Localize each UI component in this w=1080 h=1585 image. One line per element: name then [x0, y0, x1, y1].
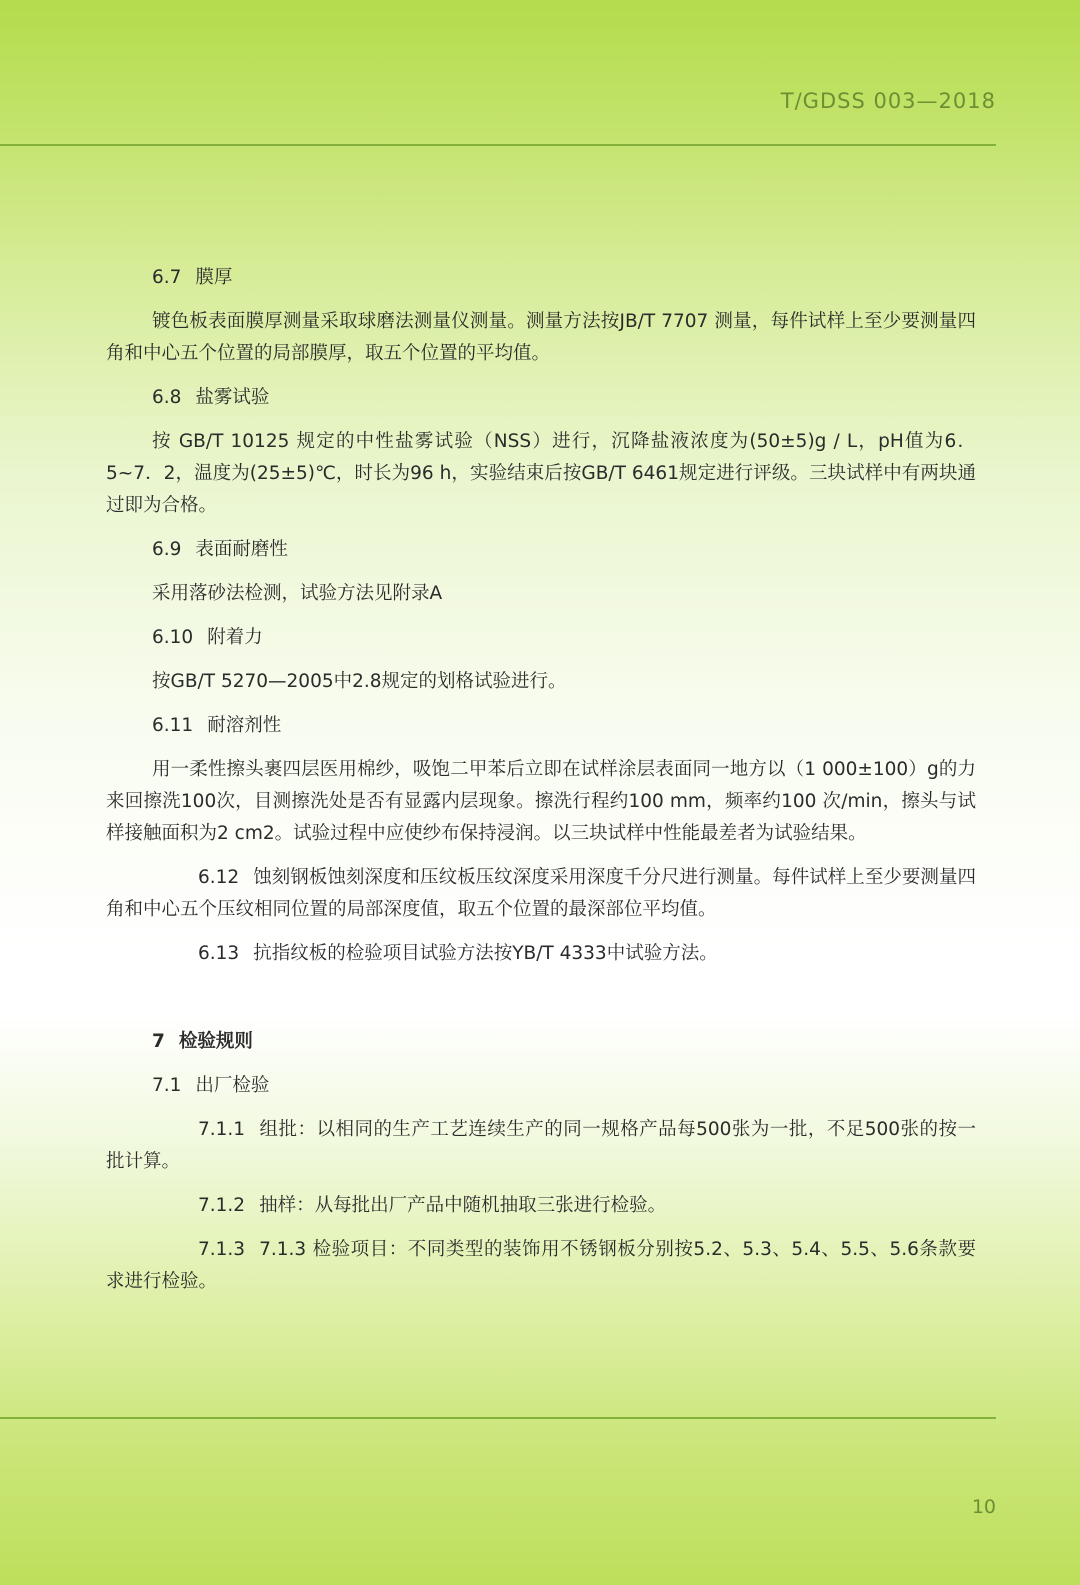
section-body-6-8: 按 GB/T 10125 规定的中性盐雾试验（NSS）进行，沉降盐液浓度为(50±5)g / L，pH值为6．5~7．2，温度为(25±5)℃，时长为96 h，实验结束后按GB/T 6461规定进行评级。三块试样中有两块通过即为合格。: [106, 431, 976, 516]
section-body-6-9: 采用落砂法检测，试验方法见附录A: [152, 583, 443, 604]
section-body: 7.1.3 检验项目：不同类型的装饰用不锈钢板分别按5.2、5.3、5.4、5.5、5.6条款要求进行检验。: [106, 1239, 976, 1292]
section-title: 表面耐磨性: [195, 539, 288, 560]
section-heading-6-7: [106, 262, 976, 294]
section-body-6-7: 镀色板表面膜厚测量采取球磨法测量仪测量。测量方法按JB/T 7707 测量，每件试样上至少要测量四角和中心五个位置的局部膜厚，取五个位置的平均值。: [106, 311, 976, 364]
section-6-13: [106, 938, 976, 970]
chapter-number: 7: [152, 1031, 165, 1052]
section-title: 附着力: [207, 627, 263, 648]
section-number: 7.1.3: [198, 1239, 246, 1260]
header-divider: [0, 144, 996, 146]
section-title: 盐雾试验: [195, 387, 270, 408]
standard-code: T/GDSS 003—2018: [780, 89, 996, 113]
section-number: 6.11: [152, 715, 194, 736]
section-number: 7.1.2: [198, 1195, 246, 1216]
section-title: 膜厚: [195, 267, 233, 288]
footer-divider: [0, 1417, 996, 1419]
section-body: 抽样：从每批出厂产品中随机抽取三张进行检验。: [259, 1195, 667, 1216]
section-heading-6-10: [106, 622, 976, 654]
section-7-1-2: [106, 1190, 976, 1222]
section-number: 6.7: [152, 267, 182, 288]
section-number: 6.13: [198, 943, 240, 964]
section-number: 7.1.1: [198, 1119, 246, 1140]
section-title: 出厂检验: [195, 1075, 270, 1096]
section-number: 6.8: [152, 387, 182, 408]
section-number: 7.1: [152, 1075, 182, 1096]
chapter-title: 检验规则: [178, 1031, 253, 1052]
section-6-12: [106, 862, 976, 926]
section-body: 组批：以相同的生产工艺连续生产的同一规格产品每500张为一批，不足500张的按一批计算。: [106, 1119, 976, 1172]
section-body-6-10: 按GB/T 5270—2005中2.8规定的划格试验进行。: [152, 671, 567, 692]
section-body: 蚀刻钢板蚀刻深度和压纹板压纹深度采用深度千分尺进行测量。每件试样上至少要测量四角和中心五个压纹相同位置的局部深度值，取五个位置的最深部位平均值。: [106, 867, 976, 920]
section-number: 6.9: [152, 539, 182, 560]
section-heading-6-9: [106, 534, 976, 566]
section-heading-6-11: [106, 710, 976, 742]
section-number: 6.12: [198, 867, 240, 888]
section-body-6-11: 用一柔性擦头裹四层医用棉纱，吸饱二甲苯后立即在试样涂层表面同一地方以（1 000±100）g的力来回擦洗100次，目测擦洗处是否有显露内层现象。擦洗行程约100 mm，频率约100 次/min，擦头与试样接触面积为2 cm2。试验过程中应使纱布保持浸润。以三块试样中性能最差者为试验结果。: [106, 759, 976, 844]
section-heading-7-1: [106, 1070, 976, 1102]
section-title: 耐溶剂性: [207, 715, 282, 736]
section-heading-6-8: [106, 382, 976, 414]
section-number: 6.10: [152, 627, 194, 648]
section-7-1-3: [106, 1234, 976, 1298]
section-body: 抗指纹板的检验项目试验方法按YB/T 4333中试验方法。: [253, 943, 718, 964]
page-number: 10: [971, 1496, 996, 1518]
document-body: [106, 262, 976, 1310]
section-7-1-1: [106, 1114, 976, 1178]
chapter-heading-7: [106, 1026, 976, 1058]
